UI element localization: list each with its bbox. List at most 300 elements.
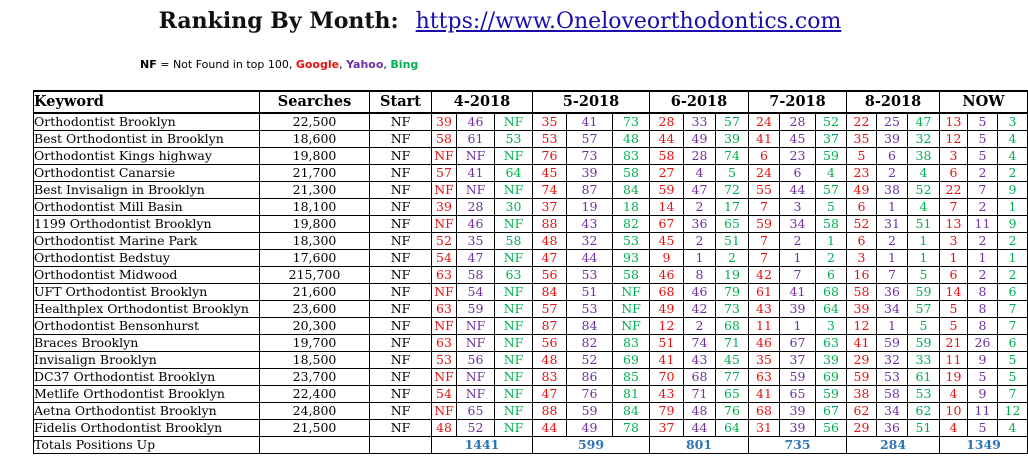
yahoo-rank-cell: 2: [684, 199, 716, 216]
yahoo-rank-cell: 86: [567, 369, 613, 386]
bing-rank-cell: 39: [816, 352, 847, 369]
yahoo-rank-cell: 42: [684, 301, 716, 318]
bing-rank-cell: 63: [816, 335, 847, 352]
legend-yahoo: Yahoo: [346, 58, 384, 71]
yahoo-rank-cell: 47: [457, 250, 495, 267]
google-rank-cell: 4: [940, 386, 968, 403]
yahoo-rank-cell: 7: [877, 267, 908, 284]
header-month: 7-2018: [749, 91, 847, 113]
google-rank-cell: 14: [940, 284, 968, 301]
google-rank-cell: 35: [533, 113, 567, 131]
yahoo-rank-cell: 36: [877, 420, 908, 437]
yahoo-rank-cell: 2: [780, 233, 816, 250]
bing-rank-cell: 58: [495, 233, 533, 250]
google-rank-cell: 37: [650, 420, 684, 437]
yahoo-rank-cell: 11: [968, 403, 998, 420]
website-link[interactable]: https://www.Oneloveorthodontics.com: [415, 9, 842, 34]
google-rank-cell: 46: [749, 335, 780, 352]
table-row: [34, 182, 1028, 199]
google-rank-cell: 44: [533, 420, 567, 437]
google-rank-cell: 58: [847, 284, 877, 301]
total-value: 1349: [940, 437, 1028, 454]
keyword-cell: Orthodontist Bedstuy: [34, 250, 260, 267]
bing-rank-cell: 7: [998, 386, 1028, 403]
keyword-cell: Aetna Orthodontist Brooklyn: [34, 403, 260, 420]
google-rank-cell: 52: [432, 233, 457, 250]
bing-rank-cell: 79: [716, 284, 749, 301]
yahoo-rank-cell: 1: [877, 318, 908, 335]
yahoo-rank-cell: 23: [780, 148, 816, 165]
legend: [140, 58, 418, 71]
google-rank-cell: 7: [749, 199, 780, 216]
yahoo-rank-cell: 59: [877, 335, 908, 352]
header-now: NOW: [940, 91, 1028, 113]
keyword-cell: Orthodontist Marine Park: [34, 233, 260, 250]
yahoo-rank-cell: 31: [877, 216, 908, 233]
bing-rank-cell: 1: [908, 233, 940, 250]
bing-rank-cell: 5: [998, 369, 1028, 386]
yahoo-rank-cell: 68: [684, 369, 716, 386]
bing-rank-cell: 58: [613, 165, 650, 182]
google-rank-cell: 24: [749, 165, 780, 182]
google-rank-cell: 9: [650, 250, 684, 267]
bing-rank-cell: 6: [816, 267, 847, 284]
google-rank-cell: 5: [940, 301, 968, 318]
bing-rank-cell: 48: [613, 131, 650, 148]
keyword-cell: Invisalign Brooklyn: [34, 352, 260, 369]
yahoo-rank-cell: 2: [968, 165, 998, 182]
bing-rank-cell: NF: [495, 318, 533, 335]
yahoo-rank-cell: 28: [457, 199, 495, 216]
bing-rank-cell: 3: [998, 113, 1028, 131]
yahoo-rank-cell: 49: [684, 131, 716, 148]
google-rank-cell: 6: [847, 199, 877, 216]
yahoo-rank-cell: 39: [877, 131, 908, 148]
bing-rank-cell: 1: [998, 199, 1028, 216]
yahoo-rank-cell: 49: [567, 420, 613, 437]
yahoo-rank-cell: 1: [780, 250, 816, 267]
keyword-cell: Braces Brooklyn: [34, 335, 260, 352]
yahoo-rank-cell: 34: [780, 216, 816, 233]
table-row: [34, 216, 1028, 233]
table-row: [34, 250, 1028, 267]
start-cell: NF: [370, 386, 432, 403]
bing-rank-cell: 4: [998, 148, 1028, 165]
google-rank-cell: 47: [533, 250, 567, 267]
bing-rank-cell: 4: [998, 131, 1028, 148]
header-month: 5-2018: [533, 91, 650, 113]
google-rank-cell: 63: [432, 335, 457, 352]
google-rank-cell: 53: [533, 131, 567, 148]
google-rank-cell: 63: [432, 301, 457, 318]
searches-cell: 22,500: [260, 113, 370, 131]
bing-rank-cell: 4: [908, 165, 940, 182]
bing-rank-cell: 67: [816, 403, 847, 420]
keyword-cell: Best Invisalign in Brooklyn: [34, 182, 260, 199]
yahoo-rank-cell: NF: [457, 318, 495, 335]
keyword-cell: 1199 Orthodontist Brooklyn: [34, 216, 260, 233]
yahoo-rank-cell: 1: [877, 250, 908, 267]
google-rank-cell: 43: [650, 386, 684, 403]
bing-rank-cell: NF: [495, 148, 533, 165]
google-rank-cell: 46: [650, 267, 684, 284]
legend-sep1: ,: [339, 58, 347, 71]
bing-rank-cell: NF: [495, 182, 533, 199]
google-rank-cell: 7: [749, 250, 780, 267]
yahoo-rank-cell: 32: [567, 233, 613, 250]
yahoo-rank-cell: 44: [567, 250, 613, 267]
searches-cell: 215,700: [260, 267, 370, 284]
google-rank-cell: 22: [847, 113, 877, 131]
google-rank-cell: 41: [749, 386, 780, 403]
keyword-cell: Orthodontist Mill Basin: [34, 199, 260, 216]
google-rank-cell: 24: [749, 113, 780, 131]
keyword-cell: Metlife Orthodontist Brooklyn: [34, 386, 260, 403]
start-cell: NF: [370, 267, 432, 284]
bing-rank-cell: 83: [613, 335, 650, 352]
yahoo-rank-cell: 1: [780, 318, 816, 335]
google-rank-cell: 22: [940, 182, 968, 199]
bing-rank-cell: 39: [716, 131, 749, 148]
bing-rank-cell: 18: [613, 199, 650, 216]
bing-rank-cell: 2: [998, 233, 1028, 250]
keyword-cell: Best Orthodontist in Brooklyn: [34, 131, 260, 148]
yahoo-rank-cell: 44: [684, 420, 716, 437]
google-rank-cell: 57: [533, 301, 567, 318]
google-rank-cell: 41: [847, 335, 877, 352]
yahoo-rank-cell: 46: [457, 113, 495, 131]
bing-rank-cell: 58: [613, 267, 650, 284]
bing-rank-cell: 73: [716, 301, 749, 318]
table-header-row: [34, 91, 1028, 113]
start-cell: NF: [370, 403, 432, 420]
google-rank-cell: 58: [650, 148, 684, 165]
table-row: [34, 113, 1028, 131]
table-row: [34, 284, 1028, 301]
start-cell: NF: [370, 233, 432, 250]
start-cell: NF: [370, 420, 432, 437]
google-rank-cell: 45: [533, 165, 567, 182]
bing-rank-cell: 53: [613, 233, 650, 250]
yahoo-rank-cell: 59: [567, 403, 613, 420]
keyword-cell: Orthodontist Bensonhurst: [34, 318, 260, 335]
yahoo-rank-cell: 57: [567, 131, 613, 148]
bing-rank-cell: NF: [495, 403, 533, 420]
yahoo-rank-cell: 35: [457, 233, 495, 250]
yahoo-rank-cell: 8: [684, 267, 716, 284]
bing-rank-cell: 4: [816, 165, 847, 182]
table-row: [34, 386, 1028, 403]
table-row: [34, 301, 1028, 318]
yahoo-rank-cell: 39: [780, 301, 816, 318]
table-row: [34, 403, 1028, 420]
keyword-cell: Orthodontist Canarsie: [34, 165, 260, 182]
legend-text: = Not Found in top 100,: [156, 58, 296, 71]
keyword-cell: Orthodontist Midwood: [34, 267, 260, 284]
bing-rank-cell: 2: [998, 165, 1028, 182]
bing-rank-cell: 5: [908, 318, 940, 335]
yahoo-rank-cell: NF: [457, 335, 495, 352]
google-rank-cell: 35: [749, 352, 780, 369]
bing-rank-cell: 53: [908, 386, 940, 403]
searches-cell: 24,800: [260, 403, 370, 420]
bing-rank-cell: 37: [816, 131, 847, 148]
header-start: Start: [370, 91, 432, 113]
start-cell: NF: [370, 318, 432, 335]
google-rank-cell: NF: [432, 216, 457, 233]
google-rank-cell: 5: [847, 148, 877, 165]
bing-rank-cell: 33: [908, 352, 940, 369]
google-rank-cell: 3: [940, 233, 968, 250]
google-rank-cell: 56: [533, 335, 567, 352]
google-rank-cell: 7: [940, 199, 968, 216]
table-row: [34, 267, 1028, 284]
bing-rank-cell: 17: [716, 199, 749, 216]
table-row: [34, 199, 1028, 216]
searches-cell: 23,700: [260, 369, 370, 386]
google-rank-cell: 4: [940, 420, 968, 437]
header-keyword: Keyword: [34, 91, 260, 113]
bing-rank-cell: 1: [908, 250, 940, 267]
bing-rank-cell: 51: [908, 216, 940, 233]
header-month: 6-2018: [650, 91, 749, 113]
google-rank-cell: NF: [432, 403, 457, 420]
bing-rank-cell: NF: [495, 250, 533, 267]
bing-rank-cell: 51: [908, 420, 940, 437]
keyword-cell: UFT Orthodontist Brooklyn: [34, 284, 260, 301]
start-cell: NF: [370, 131, 432, 148]
bing-rank-cell: 7: [998, 318, 1028, 335]
bing-rank-cell: 4: [908, 199, 940, 216]
yahoo-rank-cell: 2: [877, 165, 908, 182]
bing-rank-cell: NF: [495, 352, 533, 369]
bing-rank-cell: 64: [816, 301, 847, 318]
google-rank-cell: 59: [650, 182, 684, 199]
bing-rank-cell: 32: [908, 131, 940, 148]
yahoo-rank-cell: 51: [567, 284, 613, 301]
google-rank-cell: 3: [940, 148, 968, 165]
google-rank-cell: 76: [533, 148, 567, 165]
bing-rank-cell: 6: [998, 284, 1028, 301]
total-value: 284: [847, 437, 940, 454]
google-rank-cell: 63: [432, 267, 457, 284]
google-rank-cell: 48: [432, 420, 457, 437]
yahoo-rank-cell: 8: [968, 284, 998, 301]
yahoo-rank-cell: 26: [968, 335, 998, 352]
bing-rank-cell: 69: [816, 369, 847, 386]
start-cell: NF: [370, 250, 432, 267]
yahoo-rank-cell: 41: [457, 165, 495, 182]
yahoo-rank-cell: 53: [877, 369, 908, 386]
bing-rank-cell: 45: [716, 352, 749, 369]
google-rank-cell: 31: [749, 420, 780, 437]
start-cell: NF: [370, 301, 432, 318]
searches-cell: 18,100: [260, 199, 370, 216]
yahoo-rank-cell: 36: [684, 216, 716, 233]
yahoo-rank-cell: 19: [567, 199, 613, 216]
bing-rank-cell: 1: [998, 250, 1028, 267]
google-rank-cell: 14: [650, 199, 684, 216]
google-rank-cell: 6: [940, 165, 968, 182]
google-rank-cell: NF: [432, 318, 457, 335]
google-rank-cell: 12: [940, 131, 968, 148]
title-label: Ranking By Month:: [158, 8, 399, 34]
google-rank-cell: 59: [749, 216, 780, 233]
yahoo-rank-cell: 71: [684, 386, 716, 403]
legend-nf: NF: [140, 58, 157, 71]
bing-rank-cell: 30: [495, 199, 533, 216]
yahoo-rank-cell: 56: [457, 352, 495, 369]
yahoo-rank-cell: 39: [780, 403, 816, 420]
google-rank-cell: 70: [650, 369, 684, 386]
yahoo-rank-cell: 8: [968, 318, 998, 335]
bing-rank-cell: 85: [613, 369, 650, 386]
yahoo-rank-cell: 44: [780, 182, 816, 199]
google-rank-cell: 41: [650, 352, 684, 369]
google-rank-cell: 41: [749, 131, 780, 148]
searches-cell: 18,600: [260, 131, 370, 148]
bing-rank-cell: 2: [998, 267, 1028, 284]
bing-rank-cell: NF: [495, 113, 533, 131]
yahoo-rank-cell: 37: [780, 352, 816, 369]
google-rank-cell: 42: [749, 267, 780, 284]
yahoo-rank-cell: 46: [684, 284, 716, 301]
bing-rank-cell: 2: [716, 250, 749, 267]
yahoo-rank-cell: 5: [968, 420, 998, 437]
searches-cell: 18,500: [260, 352, 370, 369]
yahoo-rank-cell: 32: [877, 352, 908, 369]
bing-rank-cell: 62: [908, 403, 940, 420]
google-rank-cell: 68: [650, 284, 684, 301]
bing-rank-cell: NF: [495, 216, 533, 233]
searches-cell: 21,600: [260, 284, 370, 301]
google-rank-cell: 10: [940, 403, 968, 420]
yahoo-rank-cell: NF: [457, 369, 495, 386]
searches-cell: 22,400: [260, 386, 370, 403]
google-rank-cell: 68: [749, 403, 780, 420]
bing-rank-cell: NF: [495, 369, 533, 386]
header-month: 8-2018: [847, 91, 940, 113]
yahoo-rank-cell: 41: [780, 284, 816, 301]
yahoo-rank-cell: 58: [877, 386, 908, 403]
bing-rank-cell: 19: [716, 267, 749, 284]
yahoo-rank-cell: 3: [780, 199, 816, 216]
bing-rank-cell: 5: [716, 165, 749, 182]
bing-rank-cell: 9: [998, 182, 1028, 199]
yahoo-rank-cell: 45: [780, 131, 816, 148]
yahoo-rank-cell: 2: [968, 233, 998, 250]
yahoo-rank-cell: 84: [567, 318, 613, 335]
yahoo-rank-cell: 53: [567, 301, 613, 318]
google-rank-cell: 6: [749, 148, 780, 165]
keyword-cell: Fidelis Orthodontist Brooklyn: [34, 420, 260, 437]
yahoo-rank-cell: 1: [684, 250, 716, 267]
google-rank-cell: 51: [650, 335, 684, 352]
google-rank-cell: 52: [847, 216, 877, 233]
yahoo-rank-cell: 65: [780, 386, 816, 403]
yahoo-rank-cell: 1: [968, 250, 998, 267]
yahoo-rank-cell: 43: [684, 352, 716, 369]
google-rank-cell: 39: [847, 301, 877, 318]
bing-rank-cell: 51: [716, 233, 749, 250]
start-cell: NF: [370, 182, 432, 199]
table-row: [34, 352, 1028, 369]
google-rank-cell: 61: [749, 284, 780, 301]
yahoo-rank-cell: 73: [567, 148, 613, 165]
google-rank-cell: 7: [749, 233, 780, 250]
google-rank-cell: 6: [847, 233, 877, 250]
total-value: 735: [749, 437, 847, 454]
google-rank-cell: 47: [533, 386, 567, 403]
bing-rank-cell: 93: [613, 250, 650, 267]
yahoo-rank-cell: NF: [457, 386, 495, 403]
google-rank-cell: 43: [749, 301, 780, 318]
bing-rank-cell: 64: [716, 420, 749, 437]
google-rank-cell: 84: [533, 284, 567, 301]
bing-rank-cell: 5: [908, 267, 940, 284]
bing-rank-cell: 72: [716, 182, 749, 199]
bing-rank-cell: 82: [613, 216, 650, 233]
legend-sep2: ,: [383, 58, 391, 71]
yahoo-rank-cell: NF: [457, 182, 495, 199]
searches-cell: 21,300: [260, 182, 370, 199]
google-rank-cell: 23: [847, 165, 877, 182]
totals-label: Totals Positions Up: [34, 437, 260, 454]
searches-cell: 17,600: [260, 250, 370, 267]
yahoo-rank-cell: 65: [457, 403, 495, 420]
yahoo-rank-cell: 2: [877, 233, 908, 250]
legend-google: Google: [295, 58, 340, 71]
keyword-cell: Orthodontist Kings highway: [34, 148, 260, 165]
yahoo-rank-cell: 53: [567, 267, 613, 284]
table-row: [34, 318, 1028, 335]
bing-rank-cell: 47: [908, 113, 940, 131]
google-rank-cell: 48: [533, 352, 567, 369]
google-rank-cell: 19: [940, 369, 968, 386]
yahoo-rank-cell: 1: [877, 199, 908, 216]
header-month: 4-2018: [432, 91, 533, 113]
yahoo-rank-cell: 9: [968, 386, 998, 403]
google-rank-cell: 54: [432, 386, 457, 403]
yahoo-rank-cell: 33: [684, 113, 716, 131]
bing-rank-cell: 57: [908, 301, 940, 318]
google-rank-cell: 58: [432, 131, 457, 148]
google-rank-cell: 35: [847, 131, 877, 148]
google-rank-cell: 67: [650, 216, 684, 233]
yahoo-rank-cell: 38: [877, 182, 908, 199]
bing-rank-cell: 3: [816, 318, 847, 335]
google-rank-cell: 29: [847, 352, 877, 369]
google-rank-cell: 11: [940, 352, 968, 369]
table-row: [34, 148, 1028, 165]
start-cell: NF: [370, 199, 432, 216]
google-rank-cell: 12: [847, 318, 877, 335]
bing-rank-cell: 59: [816, 386, 847, 403]
yahoo-rank-cell: 41: [567, 113, 613, 131]
yahoo-rank-cell: 52: [457, 420, 495, 437]
yahoo-rank-cell: 28: [684, 148, 716, 165]
yahoo-rank-cell: 2: [968, 267, 998, 284]
bing-rank-cell: 74: [716, 148, 749, 165]
bing-rank-cell: 9: [998, 216, 1028, 233]
bing-rank-cell: 68: [716, 318, 749, 335]
totals-empty-cell: [260, 437, 370, 454]
page-title: [0, 8, 1000, 34]
google-rank-cell: 45: [650, 233, 684, 250]
bing-rank-cell: 59: [908, 335, 940, 352]
google-rank-cell: 56: [533, 267, 567, 284]
google-rank-cell: 39: [432, 199, 457, 216]
